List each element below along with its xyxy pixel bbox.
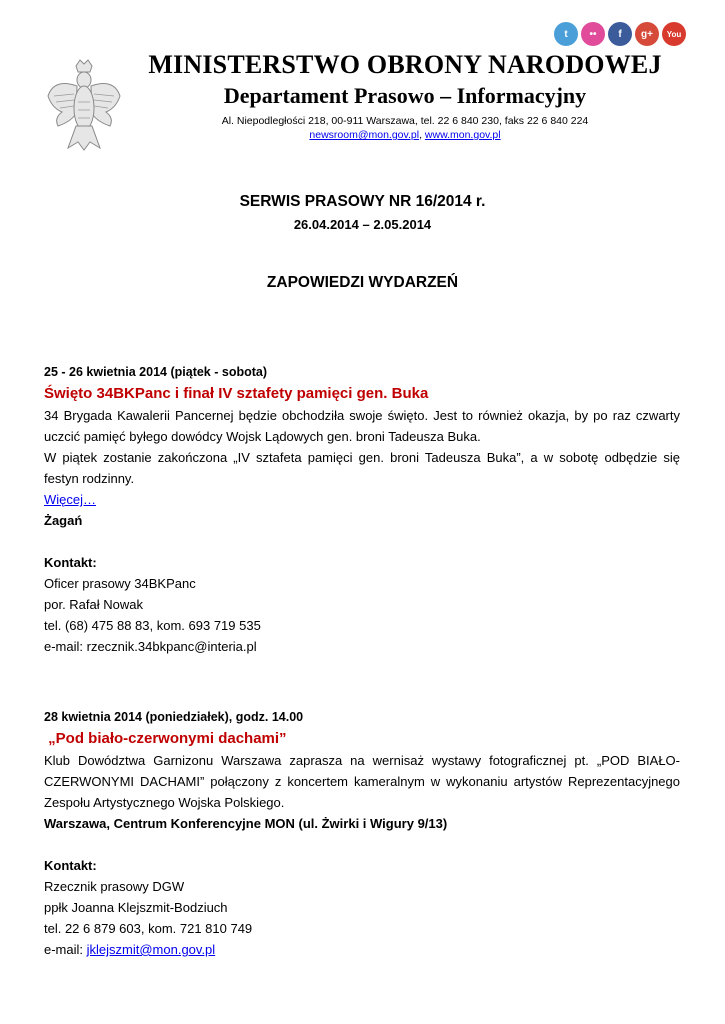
department-subtitle: Departament Prasowo – Informacyjny	[223, 83, 587, 108]
event-description-2: W piątek zostanie zakończona „IV sztafeta pamięci gen. broni Tadeusza Buka”, a w sobotę odbędzie się festyn rodzinny.	[44, 450, 680, 486]
social-icons	[554, 22, 686, 46]
youtube-icon[interactable]: You	[662, 22, 686, 46]
contact-label: Kontakt:	[44, 555, 97, 570]
ministry-title: MINISTERSTWO OBRONY NARODOWEJ	[148, 50, 662, 79]
event-1	[44, 362, 680, 657]
contact-line: por. Rafał Nowak	[44, 597, 143, 612]
contact-links	[130, 128, 680, 142]
flickr-icon[interactable]: ••	[581, 22, 605, 46]
event-date: 25 - 26 kwietnia 2014 (piątek - sobota)	[44, 365, 267, 379]
header	[130, 50, 680, 142]
contact-line: tel. (68) 475 88 83, kom. 693 719 535	[44, 618, 261, 633]
event-description: Klub Dowództwa Garnizonu Warszawa zaprasza na wernisaż wystawy fotograficznej pt. „POD BIAŁO-CZERWONYMI DACHAMI” połączony z koncertem kameralnym w wykonaniu artystów Reprezentacyjnego Zespołu Artystycznego Wojska Polskiego.	[44, 753, 680, 810]
website-link[interactable]: www.mon.gov.pl	[424, 129, 501, 141]
contact-line: ppłk Joanna Klejszmit-Bodziuch	[44, 900, 228, 915]
eagle-emblem-icon	[44, 56, 124, 152]
google-plus-icon[interactable]: g+	[635, 22, 659, 46]
contact-email-link[interactable]: jklejszmit@mon.gov.pl	[86, 942, 216, 957]
contact-label: Kontakt:	[44, 858, 97, 873]
twitter-icon[interactable]: t	[554, 22, 578, 46]
events	[44, 362, 680, 960]
service-dates: 26.04.2014 – 2.05.2014	[293, 217, 432, 232]
contact-line: Rzecznik prasowy DGW	[44, 879, 185, 894]
newsroom-email-link[interactable]: newsroom@mon.gov.pl	[309, 129, 420, 141]
event-2	[44, 707, 680, 960]
event-title: „Pod biało-czerwonymi dachami”	[44, 730, 287, 747]
facebook-icon[interactable]: f	[608, 22, 632, 46]
address: Al. Niepodległości 218, 00-911 Warszawa, tel. 22 6 840 230, faks 22 6 840 224	[221, 115, 589, 127]
more-link[interactable]: Więcej…	[44, 492, 97, 507]
event-title: Święto 34BKPanc i finał IV sztafety pamięci gen. Buka	[44, 385, 429, 402]
event-place: Żagań	[44, 513, 83, 528]
service-title: SERWIS PRASOWY NR 16/2014 r.	[239, 193, 486, 210]
contact-line: Oficer prasowy 34BKPanc	[44, 576, 196, 591]
links-separator: ,	[419, 129, 425, 141]
section-title: ZAPOWIEDZI WYDARZEŃ	[266, 274, 459, 291]
event-date: 28 kwietnia 2014 (poniedziałek), godz. 14.00	[44, 710, 304, 724]
event-place: Warszawa, Centrum Konferencyjne MON (ul. Żwirki i Wigury 9/13)	[44, 816, 448, 831]
contact-line: e-mail: rzecznik.34bkpanc@interia.pl	[44, 639, 257, 654]
email-prefix: e-mail:	[44, 942, 87, 957]
contact-email-line	[44, 939, 680, 960]
contact-line: tel. 22 6 879 603, kom. 721 810 749	[44, 921, 253, 936]
event-description: 34 Brygada Kawalerii Pancernej będzie obchodziła swoje święto. Jest to również okazja, by po raz czwarty uczcić pamięć byłego dowódcy Wojsk Lądowych gen. broni Tadeusza Buka.	[44, 408, 680, 444]
